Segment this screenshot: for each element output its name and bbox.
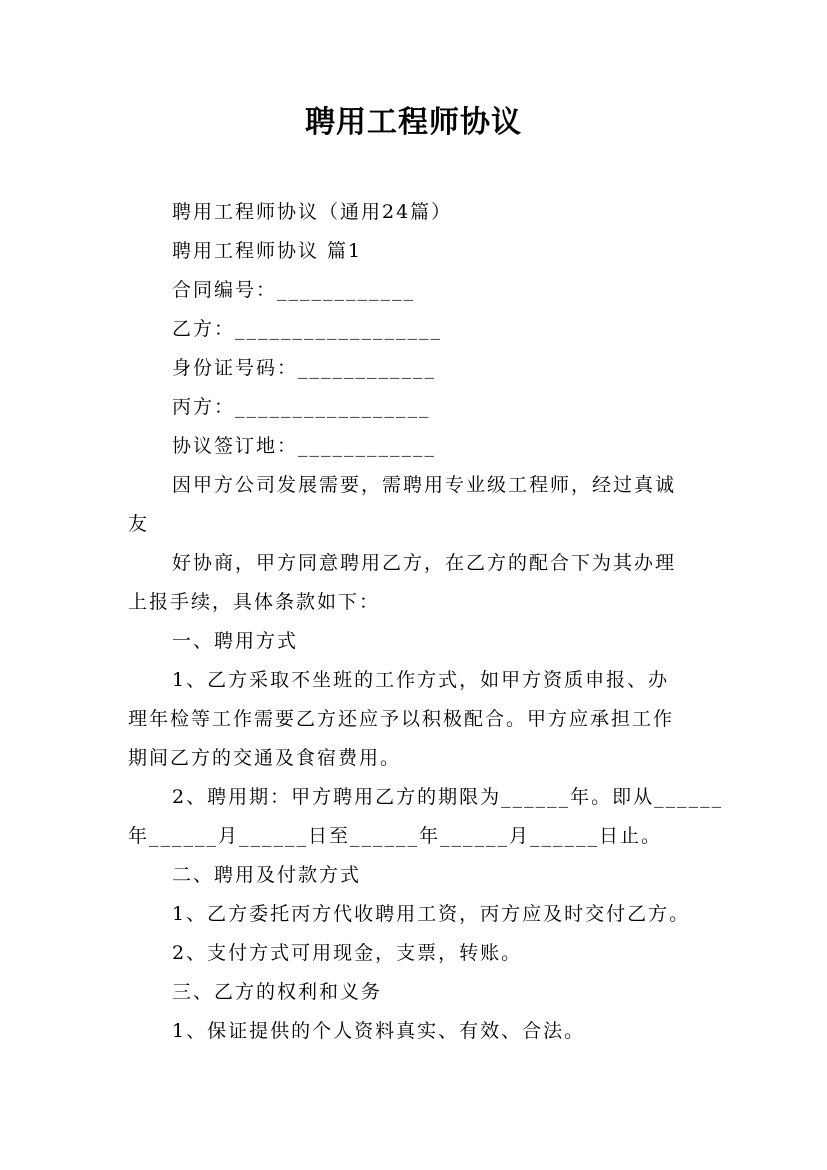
paragraph-line: 上报手续，具体条款如下：	[128, 591, 381, 613]
line-signing-place: 协议签订地：____________	[172, 435, 437, 457]
line-party-c: 丙方：_________________	[172, 396, 431, 418]
paragraph-line: 期间乙方的交通及食宿费用。	[128, 747, 402, 769]
section-heading: 二、聘用及付款方式	[172, 864, 362, 886]
paragraph-line: 年______月______日至______年______月______日止。	[128, 825, 663, 847]
line-subtitle: 聘用工程师协议（通用24篇）	[172, 201, 453, 223]
paragraph-line: 友	[128, 513, 150, 535]
paragraph-line: 2、聘用期：甲方聘用乙方的期限为______年。即从______	[172, 786, 724, 808]
paragraph-line: 因甲方公司发展需要，需聘用专业级工程师，经过真诚	[172, 474, 677, 496]
paragraph-line: 好协商，甲方同意聘用乙方，在乙方的配合下为其办理	[172, 552, 677, 574]
paragraph-line: 理年检等工作需要乙方还应予以积极配合。甲方应承担工作	[128, 708, 675, 730]
section-heading: 三、乙方的权利和义务	[172, 981, 383, 1003]
document-title: 聘用工程师协议	[305, 105, 522, 140]
paragraph-line: 1、保证提供的个人资料真实、有效、合法。	[172, 1020, 586, 1042]
line-contract-number: 合同编号：____________	[172, 279, 416, 301]
line-party-b: 乙方：__________________	[172, 318, 443, 340]
line-section-title: 聘用工程师协议 篇1	[172, 240, 363, 262]
paragraph-line: 1、乙方委托丙方代收聘用工资，丙方应及时交付乙方。	[172, 903, 691, 925]
paragraph-line: 1、乙方采取不坐班的工作方式，如甲方资质申报、办	[172, 669, 670, 691]
section-heading: 一、聘用方式	[172, 630, 299, 652]
line-id-number: 身份证号码：____________	[172, 357, 437, 379]
document-body	[128, 193, 724, 1051]
paragraph-line: 2、支付方式可用现金，支票，转账。	[172, 942, 523, 964]
